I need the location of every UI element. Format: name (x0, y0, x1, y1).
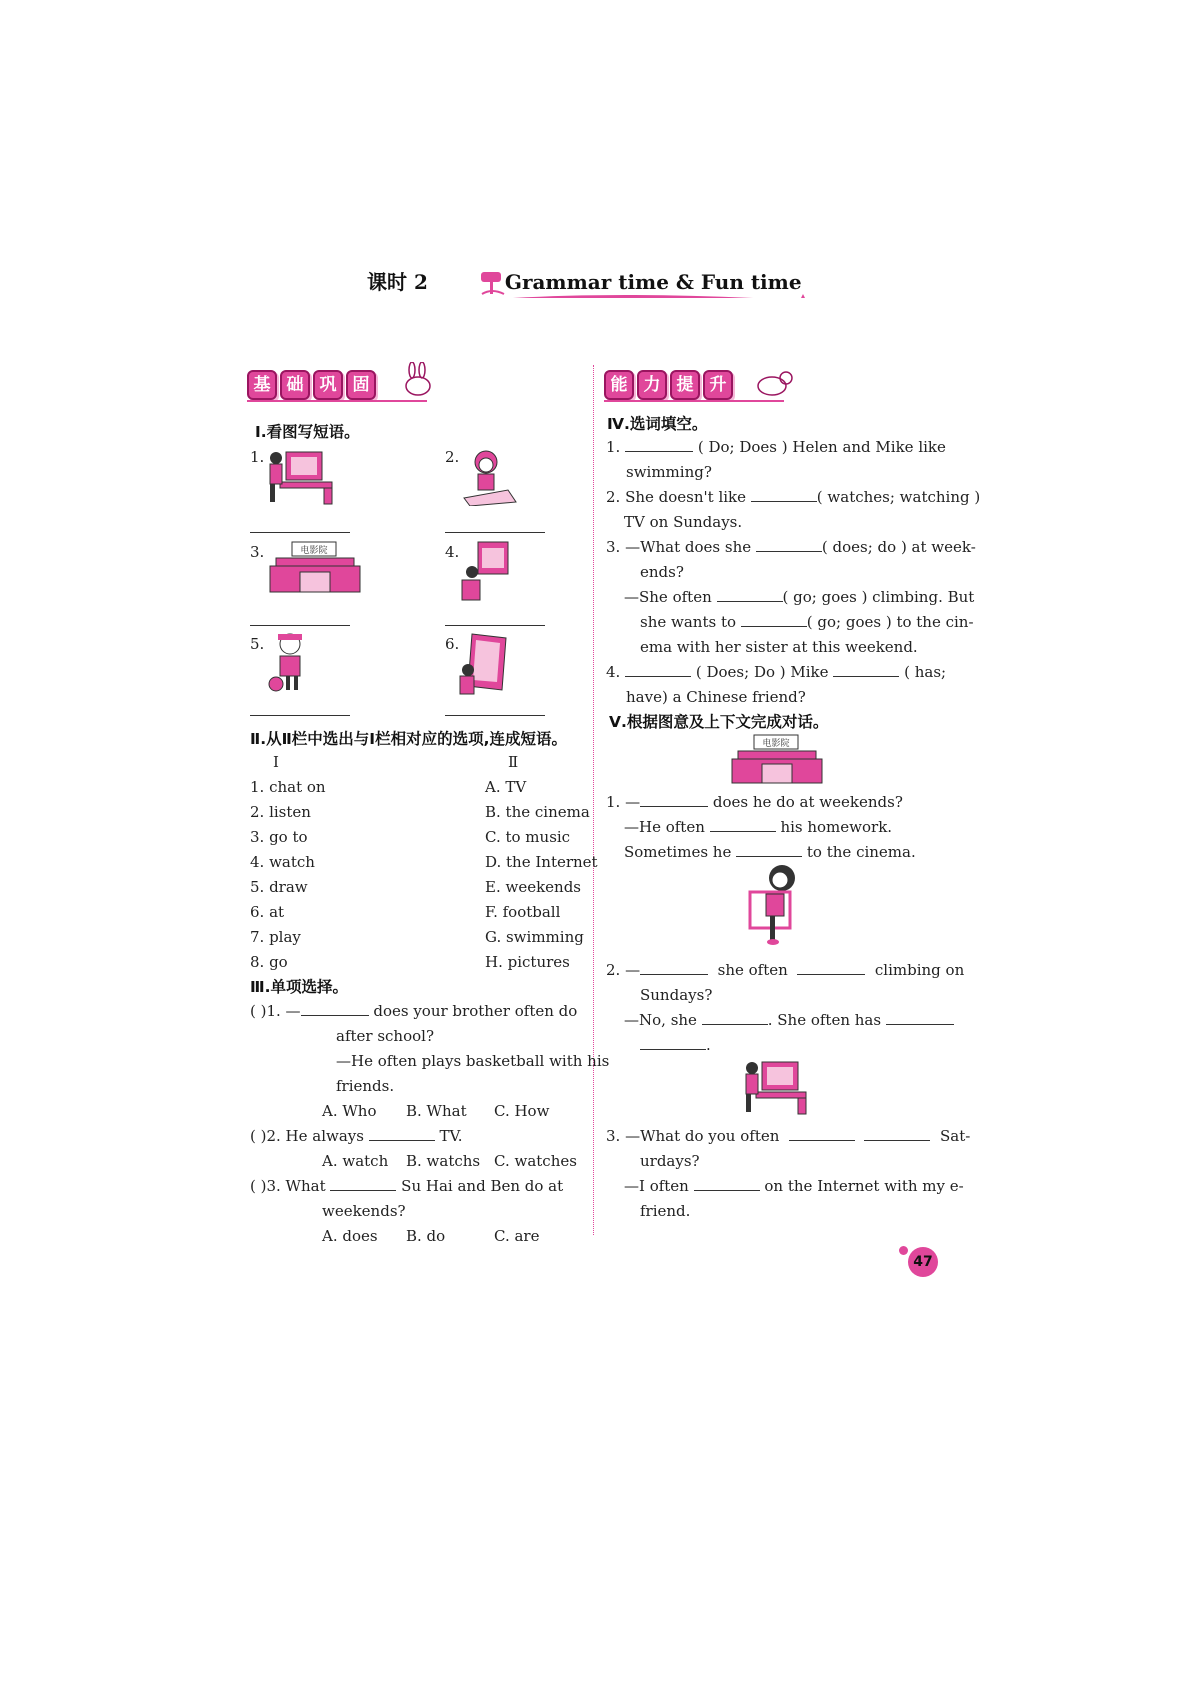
option[interactable]: B. What (406, 1102, 467, 1120)
options-3-2 (322, 1149, 577, 1174)
match-left-item[interactable]: 3. go to (250, 828, 308, 846)
page-number: 47 (908, 1247, 938, 1277)
option[interactable]: C. watches (494, 1152, 577, 1170)
dog-icon (752, 366, 794, 400)
title-underline (363, 292, 823, 298)
question-text: Sundays? (640, 986, 713, 1004)
section-5-heading: Ⅴ.根据图意及上下文完成对话。 (609, 713, 829, 731)
question-3-2: ( )2. He always TV. (250, 1127, 463, 1145)
section-banner-advanced: 能 力 提 升 (604, 370, 736, 400)
match-left-item[interactable]: 6. at (250, 903, 285, 921)
section-1-heading: Ⅰ.看图写短语。 (255, 423, 360, 441)
match-right-item[interactable]: E. weekends (485, 878, 582, 896)
pic-label-6: 6. (445, 635, 460, 653)
match-left-item[interactable]: 7. play (250, 928, 301, 946)
match-right-item[interactable]: H. pictures (485, 953, 570, 971)
pic-label-3: 3. (250, 543, 265, 561)
question-text: friend. (640, 1202, 691, 1220)
question-5-2-c: . (640, 1033, 711, 1058)
page-number-dot (899, 1246, 908, 1255)
question-text: ema with her sister at this weekend. (640, 638, 918, 656)
question-5-2-b: —No, she . She often has (624, 1008, 954, 1033)
options-3-1 (322, 1099, 549, 1124)
answer-blank[interactable] (756, 537, 822, 552)
answer-blank[interactable] (625, 437, 693, 452)
match-right-item[interactable]: D. the Internet (485, 853, 598, 871)
watching-tv-picture (458, 540, 512, 602)
question-4-1: 1. ( Do; Does ) Helen and Mike like (606, 438, 946, 456)
question-text: have) a Chinese friend? (626, 688, 806, 706)
section-banner-basics: 基 础 巩 固 (247, 370, 379, 400)
match-left-item[interactable]: 4. watch (250, 853, 315, 871)
section-3-heading: Ⅲ.单项选择。 (250, 978, 349, 996)
section-4-heading: Ⅳ.选词填空。 (607, 415, 708, 433)
answer-line-1[interactable] (250, 532, 350, 533)
lesson-number: 课时 2 (367, 270, 428, 294)
question-text: urdays? (640, 1152, 700, 1170)
answer-blank[interactable] (301, 1001, 369, 1016)
question-text: friends. (336, 1077, 395, 1095)
match-left-item[interactable]: 8. go (250, 953, 288, 971)
option[interactable]: A. watch (322, 1152, 389, 1170)
match-right-item[interactable]: B. the cinema (485, 803, 590, 821)
option[interactable]: C. How (494, 1102, 550, 1120)
question-text: ends? (640, 563, 684, 581)
question-5-3-b: —I often on the Internet with my e- (624, 1177, 964, 1195)
computer-chat-picture (266, 448, 336, 506)
rabbit-icon (398, 362, 438, 400)
question-text: —He often plays basketball with his (336, 1052, 610, 1070)
answer-blank[interactable] (702, 1010, 768, 1025)
cinema-sign-text: 电影院 (300, 546, 328, 556)
match-right-item[interactable]: A. TV (485, 778, 527, 796)
match-right-item[interactable]: F. football (485, 903, 561, 921)
match-right-item[interactable]: C. to music (485, 828, 571, 846)
question-5-1-c: Sometimes he to the cinema. (624, 843, 916, 861)
options-3-3 (322, 1224, 539, 1249)
question-5-3: 3. —What do you often Sat- (606, 1127, 971, 1145)
pic-label-1: 1. (250, 448, 265, 466)
pic-label-2: 2. (445, 448, 460, 466)
boy-football-picture (266, 632, 322, 694)
question-text: TV on Sundays. (624, 513, 743, 531)
answer-blank[interactable] (736, 842, 802, 857)
match-left-item[interactable]: 1. chat on (250, 778, 326, 796)
question-4-4: 4. ( Does; Do ) Mike ( has; (606, 663, 947, 681)
question-5-2: 2. — she often climbing on (606, 961, 965, 979)
column-1-head: Ⅰ (273, 753, 279, 771)
answer-blank[interactable] (886, 1010, 954, 1025)
answer-blank[interactable] (640, 960, 708, 975)
column-2-head: Ⅱ (508, 753, 519, 771)
answer-line-2[interactable] (445, 532, 545, 533)
option[interactable]: B. watchs (406, 1152, 481, 1170)
match-left-list (250, 775, 326, 975)
section-2-heading: Ⅱ.从Ⅱ栏中选出与Ⅰ栏相对应的选项,连成短语。 (250, 730, 567, 748)
question-4-2: 2. She doesn't like ( watches; watching ) (606, 488, 981, 506)
option[interactable]: C. are (494, 1227, 540, 1245)
pic-label-4: 4. (445, 543, 460, 561)
question-3-3: ( )3. What Su Hai and Ben do at (250, 1177, 564, 1195)
question-5-1-b: —He often his homework. (624, 818, 893, 836)
answer-blank[interactable] (797, 960, 865, 975)
option[interactable]: B. do (406, 1227, 446, 1245)
question-4-3-answer: —She often ( go; goes ) climbing. But (624, 588, 975, 606)
answer-blank[interactable] (833, 662, 899, 677)
answer-blank[interactable] (369, 1126, 435, 1141)
answer-blank[interactable] (751, 487, 817, 502)
match-left-item[interactable]: 5. draw (250, 878, 308, 896)
question-text: after school? (336, 1027, 434, 1045)
option[interactable]: A. Who (322, 1102, 377, 1120)
answer-blank[interactable] (864, 1126, 930, 1141)
question-3-1: ( )1. — does your brother often do (250, 1002, 578, 1020)
cinema-picture (266, 540, 364, 596)
lesson-name: Grammar time & Fun time (504, 270, 802, 294)
answer-blank[interactable] (741, 612, 807, 627)
question-5-1: 1. — does he do at weekends? (606, 793, 903, 811)
answer-blank[interactable] (640, 1035, 706, 1050)
answer-blank[interactable] (694, 1176, 760, 1191)
answer-blank[interactable] (789, 1126, 855, 1141)
match-right-item[interactable]: G. swimming (485, 928, 584, 946)
question-4-3-line2: she wants to ( go; goes ) to the cin- (640, 613, 974, 631)
cinema-picture (728, 733, 826, 785)
answer-line-3[interactable] (250, 625, 350, 626)
lesson-title (367, 266, 802, 295)
answer-blank[interactable] (330, 1176, 396, 1191)
match-right-list (485, 775, 598, 975)
girl-climbing-picture (746, 862, 806, 948)
pic-label-5: 5. (250, 635, 265, 653)
cinema-sign-text: 电影院 (762, 739, 790, 749)
question-text: swimming? (626, 463, 712, 481)
question-4-3: 3. —What does she ( does; do ) at week- (606, 538, 976, 556)
drawing-pictures-picture (458, 630, 510, 696)
computer-chat-picture (742, 1058, 808, 1116)
option[interactable]: A. does (322, 1227, 378, 1245)
answer-line-4[interactable] (445, 625, 545, 626)
answer-line-6[interactable] (445, 715, 545, 716)
match-left-item[interactable]: 2. listen (250, 803, 311, 821)
answer-blank[interactable] (717, 587, 783, 602)
question-text: weekends? (322, 1202, 406, 1220)
answer-blank[interactable] (640, 792, 708, 807)
answer-blank[interactable] (710, 817, 776, 832)
girl-drawing-picture (458, 448, 520, 506)
answer-line-5[interactable] (250, 715, 350, 716)
answer-blank[interactable] (625, 662, 691, 677)
